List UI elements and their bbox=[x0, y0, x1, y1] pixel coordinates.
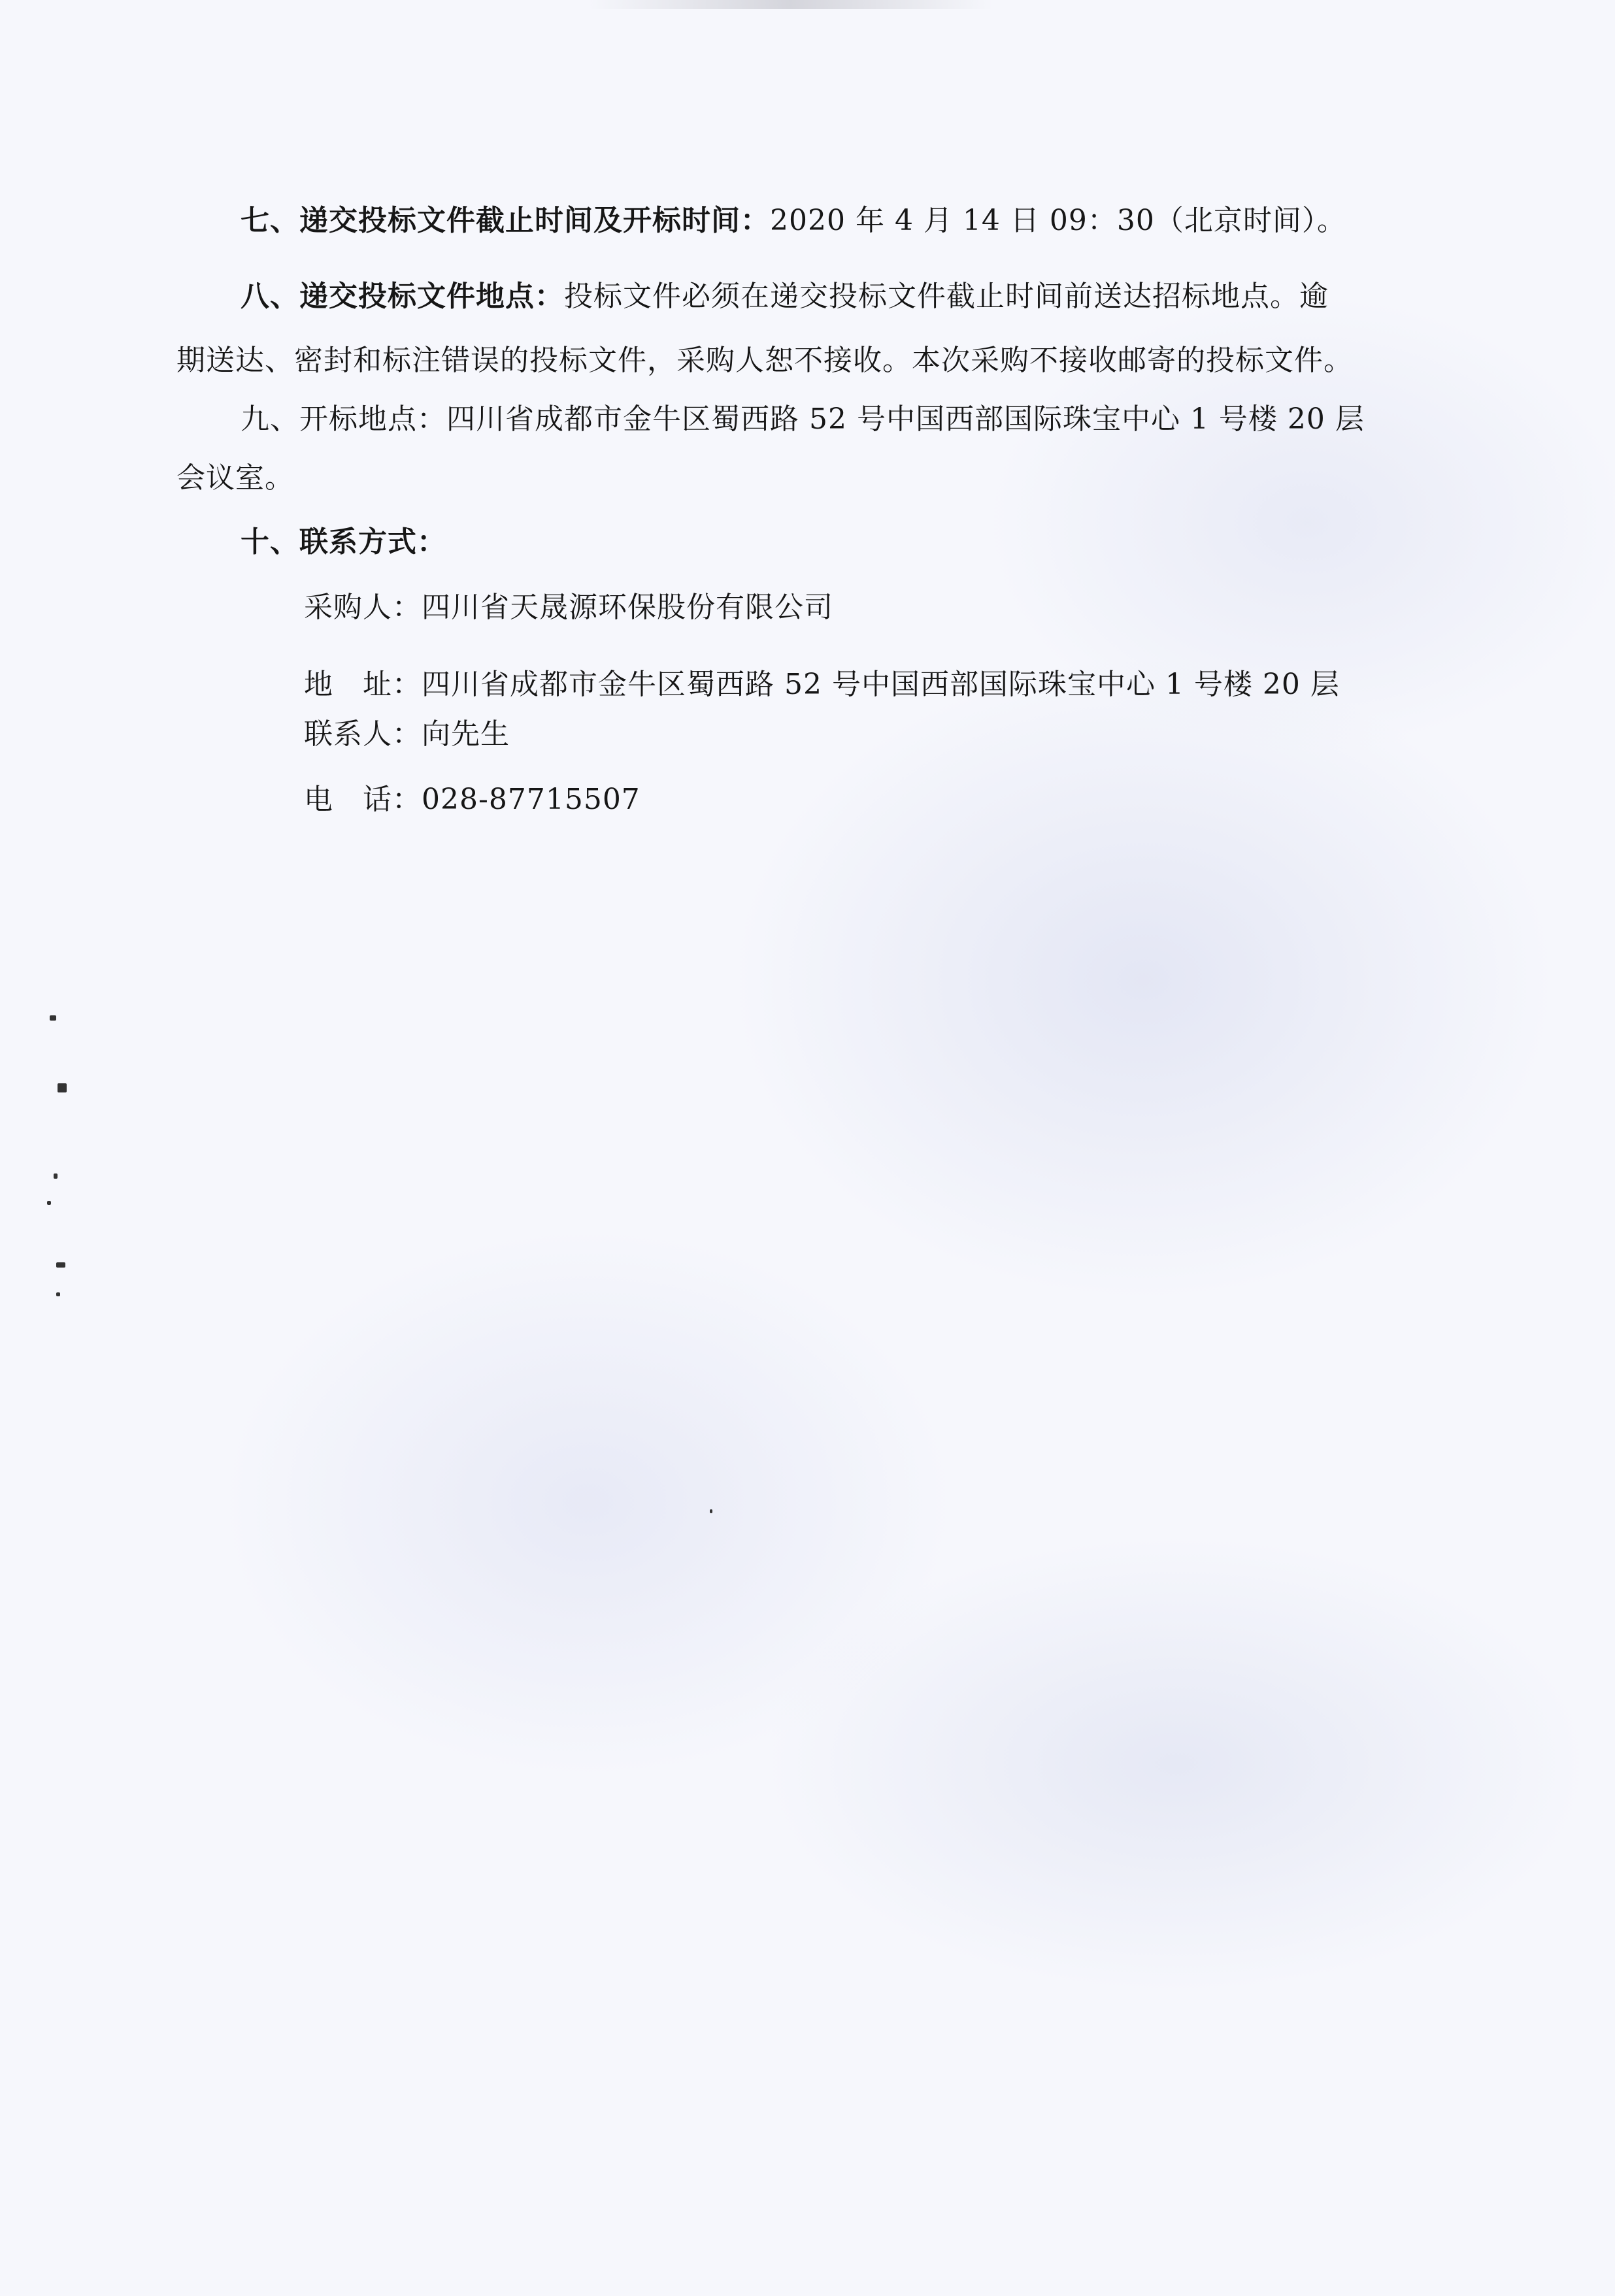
section-8-text-1: 投标文件必须在递交投标文件截止时间前送达招标地点。逾 bbox=[564, 280, 1329, 313]
scan-speck bbox=[58, 1083, 67, 1092]
section-9-line-1: 九、开标地点：四川省成都市金牛区蜀西路 52 号中国西部国际珠宝中心 1 号楼 20 层 bbox=[241, 402, 1365, 436]
section-7-line bbox=[241, 201, 1346, 240]
section-7-text: 2020 年 4 月 14 日 09：30（北京时间）。 bbox=[770, 204, 1346, 237]
contact-line: 联系人：向先生 bbox=[304, 717, 510, 751]
scan-speck bbox=[56, 1262, 65, 1268]
purchaser-line: 采购人：四川省天晟源环保股份有限公司 bbox=[304, 591, 833, 624]
address-line: 地 址：四川省成都市金牛区蜀西路 52 号中国西部国际珠宝中心 1 号楼 20 层 bbox=[304, 668, 1340, 701]
section-7-heading: 七、递交投标文件截止时间及开标时间： bbox=[241, 204, 770, 237]
scan-speck bbox=[710, 1509, 712, 1513]
phone-line: 电 话：028-87715507 bbox=[304, 783, 641, 816]
scan-speck bbox=[54, 1173, 58, 1179]
section-10-heading: 十、联系方式： bbox=[241, 525, 446, 559]
scan-speck bbox=[56, 1292, 60, 1296]
scan-speck bbox=[50, 1015, 56, 1021]
section-9-line-2: 会议室。 bbox=[176, 461, 294, 495]
scan-edge-mark bbox=[588, 0, 993, 9]
section-8-heading: 八、递交投标文件地点： bbox=[241, 280, 564, 313]
section-8-line-2: 期送达、密封和标注错误的投标文件，采购人恕不接收。本次采购不接收邮寄的投标文件。 bbox=[176, 344, 1353, 377]
scan-speck bbox=[47, 1201, 51, 1205]
section-8-line-1 bbox=[241, 277, 1329, 316]
